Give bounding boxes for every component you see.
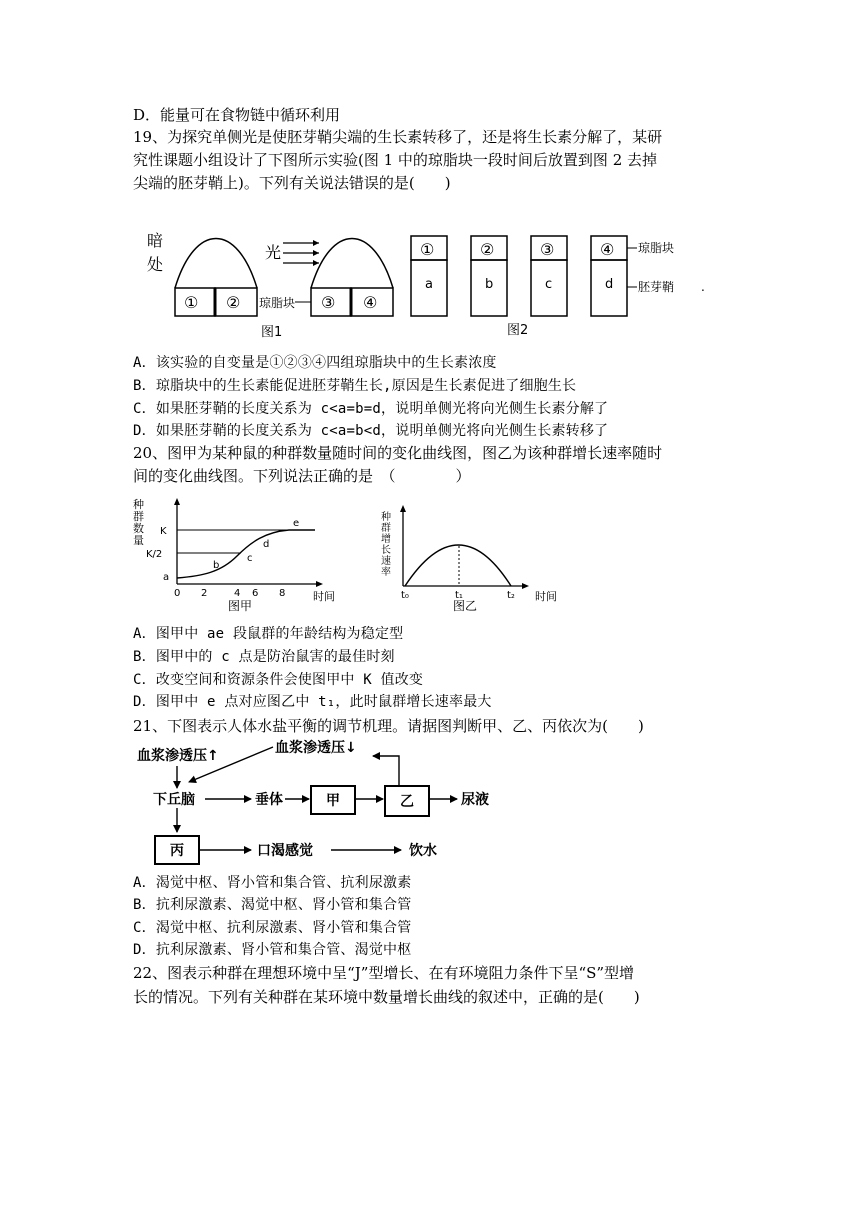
block-label-1: ① <box>184 293 199 312</box>
chart-a-ylabel-3: 数 <box>133 522 144 535</box>
q20-figure <box>133 494 583 614</box>
chart-b-xlabel: 时间 <box>535 590 557 603</box>
chart-a-point-a: a <box>163 572 170 583</box>
chart-a-x-tick-0: 0 <box>174 588 181 599</box>
fig2-block-2: ② <box>480 240 495 259</box>
q21-option-d: D．抗利尿激素、肾小管和集合管、渴觉中枢 <box>133 942 412 958</box>
q21-option-a: A．渴觉中枢、肾小管和集合管、抗利尿激素 <box>133 875 412 891</box>
q22-stem-line-1: 22、图表示种群在理想环境中呈“J”型增长、在有环境阻力条件下呈“S”型增 <box>133 964 635 982</box>
coleoptile-tip-dark <box>175 239 257 289</box>
urine: 尿液 <box>461 792 489 808</box>
block-label-2: ② <box>226 293 241 312</box>
chart-b-x-tick-t2: t₂ <box>507 590 515 601</box>
chart-b-ylabel-6: 率 <box>381 567 391 578</box>
fig2-letter-a: a <box>425 277 433 292</box>
chart-b-ylabel-5: 速 <box>381 556 391 567</box>
block-label-3: ③ <box>321 293 336 312</box>
chart-a-point-e: e <box>293 518 300 529</box>
box-jia-label: 甲 <box>326 793 340 809</box>
chart-a-ylabel-4: 量 <box>133 534 144 547</box>
fig2-agar-label: 琼脂块 <box>638 241 675 255</box>
q21-option-c: C．渴觉中枢、抗利尿激素、肾小管和集合管 <box>133 920 412 936</box>
light-label: 光 <box>265 243 282 262</box>
q21-stem: 21、下图表示人体水盐平衡的调节机理。请据图判断甲、乙、丙依次为( ) <box>133 717 644 735</box>
drink-water: 饮水 <box>409 843 437 859</box>
pituitary: 垂体 <box>255 792 283 808</box>
chart-a-tick-k2: K/2 <box>146 549 163 560</box>
fig2-block-1: ① <box>420 240 435 259</box>
svg-text:.: . <box>701 280 705 294</box>
fig2-block-4: ④ <box>600 240 615 259</box>
plasma-osmotic-up: 血浆渗透压↑ <box>137 748 219 764</box>
q20-option-d: D．图甲中 e 点对应图乙中 t₁，此时鼠群增长速率最大 <box>133 694 492 710</box>
q20-option-a: A．图甲中 ae 段鼠群的年龄结构为稳定型 <box>133 626 404 642</box>
chart-b-ylabel-3: 增 <box>381 534 391 545</box>
dark-label-2: 处 <box>147 255 164 274</box>
chart-a-tick-k: K <box>160 526 167 537</box>
chart-b-caption: 图乙 <box>453 599 478 613</box>
block-label-4: ④ <box>363 293 378 312</box>
q19-option-b: B．琼脂块中的生长素能促进胚芽鞘生长,原因是生长素促进了细胞生长 <box>133 378 577 394</box>
chart-b-ylabel-1: 种 <box>381 512 391 523</box>
fig2-block-3: ③ <box>540 240 555 259</box>
agar-label: 琼脂块 <box>259 296 296 310</box>
chart-a-point-b: b <box>213 560 220 571</box>
dark-label-1: 暗 <box>147 231 164 250</box>
box-yi-label: 乙 <box>400 794 414 810</box>
q19-stem-line-3: 尖端的胚芽鞘上)。下列有关说法错误的是( ) <box>133 174 451 192</box>
plasma-osmotic-down: 血浆渗透压↓ <box>275 740 357 756</box>
chart-a-x-tick-8: 8 <box>279 588 286 599</box>
chart-b-ylabel-2: 群 <box>381 523 391 534</box>
fig2-sheath-label: 胚芽鞘 <box>638 280 675 294</box>
fig1-caption: 图1 <box>261 325 283 340</box>
chart-b-x-tick-t0: t₀ <box>401 590 409 601</box>
q19-stem-line-2: 究性课题小组设计了下图所示实验(图 1 中的琼脂块一段时间后放置到图 2 去掉 <box>133 151 658 169</box>
q20-stem-line-2: 间的变化曲线图。下列说法正确的是 （ ） <box>133 467 471 485</box>
chart-b-curve <box>405 545 511 586</box>
q20-option-c: C．改变空间和资源条件会使图甲中 K 值改变 <box>133 672 424 688</box>
chart-a-s-curve <box>177 530 315 578</box>
hypothalamus: 下丘脑 <box>153 792 195 808</box>
box-bing-label: 丙 <box>170 843 184 859</box>
chart-a-x-tick-2: 2 <box>201 588 208 599</box>
coleoptile-tip-light <box>311 239 393 289</box>
chart-a-ylabel-1: 种 <box>133 498 144 511</box>
q19-figure <box>133 226 713 344</box>
chart-a-xlabel: 时间 <box>313 590 335 603</box>
q19-stem-line-1: 19、为探究单侧光是使胚芽鞘尖端的生长素转移了，还是将生长素分解了，某研 <box>133 128 663 146</box>
q22-stem-line-2: 长的情况。下列有关种群在某环境中数量增长曲线的叙述中，正确的是( ) <box>133 988 640 1006</box>
chart-b-ylabel-4: 长 <box>381 545 391 556</box>
q19-option-d: D．如果胚芽鞘的长度关系为 c<a=b<d，说明单侧光将向光侧生长素转移了 <box>133 423 609 439</box>
chart-a-caption: 图甲 <box>228 599 253 613</box>
fig2-letter-b: b <box>485 277 494 292</box>
fig2-letter-d: d <box>605 277 614 292</box>
chart-a-x-tick-4: 4 <box>234 588 241 599</box>
chart-b-x-tick-t1: t₁ <box>455 590 463 601</box>
chart-a-point-c: c <box>247 553 253 564</box>
chart-a-x-tick-6: 6 <box>252 588 259 599</box>
chart-a-point-d: d <box>263 539 270 550</box>
q19-option-a: A．该实验的自变量是①②③④四组琼脂块中的生长素浓度 <box>133 355 497 371</box>
chart-a-ylabel-2: 群 <box>133 510 144 523</box>
q19-option-c: C．如果胚芽鞘的长度关系为 c<a=b=d，说明单侧光将向光侧生长素分解了 <box>133 401 609 417</box>
q21-diagram <box>133 738 513 870</box>
q20-stem-line-1: 20、图甲为某种鼠的种群数量随时间的变化曲线图，图乙为该种群增长速率随时 <box>133 444 663 462</box>
fig2-letter-c: c <box>545 277 553 292</box>
q21-option-b: B．抗利尿激素、渴觉中枢、肾小管和集合管 <box>133 897 412 913</box>
q18-option-d: D．能量可在食物链中循环利用 <box>133 106 341 124</box>
thirst-sensation: 口渴感觉 <box>257 843 313 859</box>
q20-option-b: B．图甲中的 c 点是防治鼠害的最佳时刻 <box>133 649 395 665</box>
fig2-caption: 图2 <box>507 323 529 338</box>
